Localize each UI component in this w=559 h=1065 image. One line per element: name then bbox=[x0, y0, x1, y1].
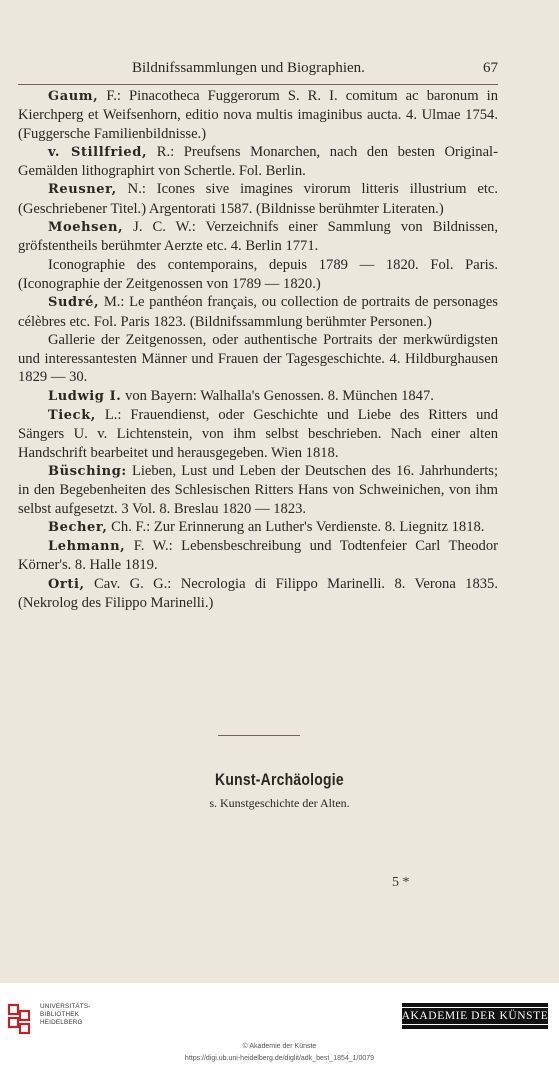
entry-text: J. C. W.: Verzeichnifs einer Sammlung von Bildnissen, gröfstentheils berühmter Aerzte etc. 4. Berlin 1771. bbox=[18, 219, 498, 255]
entry-text: Iconographie des contemporains, depuis 1789 — 1820. Fol. Paris. (Iconographie der Zeitgenossen von 1789 — 1820.) bbox=[18, 256, 498, 292]
section-crossref: s. Kunstgeschichte der Alten. bbox=[209, 796, 350, 810]
list-item bbox=[18, 575, 498, 613]
section-heading: Kunst-Archäologie bbox=[215, 770, 344, 789]
entry-author: Reusner, bbox=[48, 182, 117, 198]
entry-author: Moehsen, bbox=[48, 220, 124, 236]
library-emblem-icon bbox=[6, 1001, 36, 1035]
entry-author: Büsching: bbox=[48, 463, 127, 479]
entry-text: Ch. F.: Zur Erinnerung an Luther's Verdienste. 8. Liegnitz 1818. bbox=[107, 518, 485, 535]
running-title: Bildnifssammlungen und Biographien. bbox=[132, 60, 365, 76]
list-item bbox=[18, 293, 498, 331]
entry-author: Becher, bbox=[48, 519, 108, 535]
copyright-notice: © Akademie der Künste bbox=[242, 1043, 317, 1050]
entry-author: Tieck, bbox=[48, 408, 96, 424]
entry-text: R.: Preufsens Monarchen, nach den besten Original-Gemälden lithographirt von Schertle. Fol. Berlin. bbox=[18, 143, 498, 180]
akademie-badge[interactable] bbox=[402, 1003, 548, 1029]
list-item bbox=[18, 87, 498, 143]
entry-text: Lieben, Lust und Leben der Deutschen des 16. Jahrhunderts; in den Begebenheiten des Schlesischen Ritters Hans von Schweinichen, von ihm selbst aufgesetzt. 3 Vol. 8. Breslau 1820 — 1823. bbox=[18, 462, 498, 517]
entry-author: Lehmann, bbox=[48, 539, 126, 555]
list-item bbox=[18, 518, 498, 537]
running-header bbox=[18, 60, 498, 82]
entry-text: von Bayern: Walhalla's Genossen. 8. München 1847. bbox=[121, 387, 434, 404]
page-number: 67 bbox=[483, 60, 498, 76]
header-rule bbox=[18, 84, 498, 85]
entry-author: Gaum, bbox=[48, 89, 99, 104]
list-item bbox=[18, 537, 498, 575]
entry-text: L.: Frauendienst, oder Geschichte und Liebe des Ritters und Sängers U. v. Lichtenstein, von ihm selbst beschrieben. Nach einer alten Handschrift bearbeitet und herausgegeben. Wien 1818. bbox=[18, 407, 498, 461]
entry-author: Sudré, bbox=[48, 295, 100, 311]
list-item bbox=[18, 387, 498, 406]
entry-author: Ludwig I. bbox=[48, 388, 122, 404]
entry-text: F.: Pinacotheca Fuggerorum S. R. I. comitum ac baronum in Kierchperg et Weifsenhorn, editio nova multis imaginibus aucta. 4. Ulmae 1754. (Fuggersche Familienbildnisse.) bbox=[18, 88, 498, 142]
source-url[interactable]: https://digi.ub.uni-heidelberg.de/diglit/adk_best_1854_1/0079 bbox=[184, 1055, 375, 1062]
library-logo[interactable] bbox=[6, 1001, 136, 1037]
entry-author: Orti, bbox=[48, 576, 85, 592]
entry-text: M.: Le panthéon français, ou collection de portraits de personages célèbres etc. Fol. Paris 1823. (Bildnifssammlung berühmter Personen.) bbox=[18, 294, 498, 330]
entry-text: Gallerie der Zeitgenossen, oder authentische Portraits der merkwürdigsten und interessantesten Männer und Frauen der Tagesgeschichte. 4. Hildburghausen 1829 — 30. bbox=[18, 331, 498, 386]
entry-text: N.: Icones sive imagines virorum litteris illustrium etc. (Geschriebener Titel.) Argentorati 1587. (Bildnisse berühmter Literaten.) bbox=[18, 181, 498, 217]
entry-text: F. W.: Lebensbeschreibung und Todtenfeier Carl Theodor Körner's. 8. Halle 1819. bbox=[18, 538, 498, 574]
list-item bbox=[18, 143, 498, 181]
viewer-footer bbox=[0, 983, 559, 1065]
list-item bbox=[18, 406, 498, 462]
entry-text: Cav. G. G.: Necrologia di Filippo Marinelli. 8. Verona 1835. (Nekrolog des Filippo Marinelli.) bbox=[18, 575, 498, 612]
list-item bbox=[18, 218, 498, 256]
list-item bbox=[18, 256, 498, 294]
list-item bbox=[18, 180, 498, 218]
list-item bbox=[18, 462, 498, 518]
library-name: UNIVERSITÄTS- BIBLIOTHEK HEIDELBERG bbox=[40, 1003, 91, 1026]
section-divider bbox=[218, 735, 300, 736]
entry-list bbox=[18, 87, 498, 612]
signature-mark: 5 * bbox=[392, 875, 410, 890]
akademie-badge-label: AKADEMIE DER KÜNSTE bbox=[395, 1007, 556, 1025]
list-item bbox=[18, 331, 498, 387]
entry-author: v. Stillfried, bbox=[48, 144, 148, 160]
